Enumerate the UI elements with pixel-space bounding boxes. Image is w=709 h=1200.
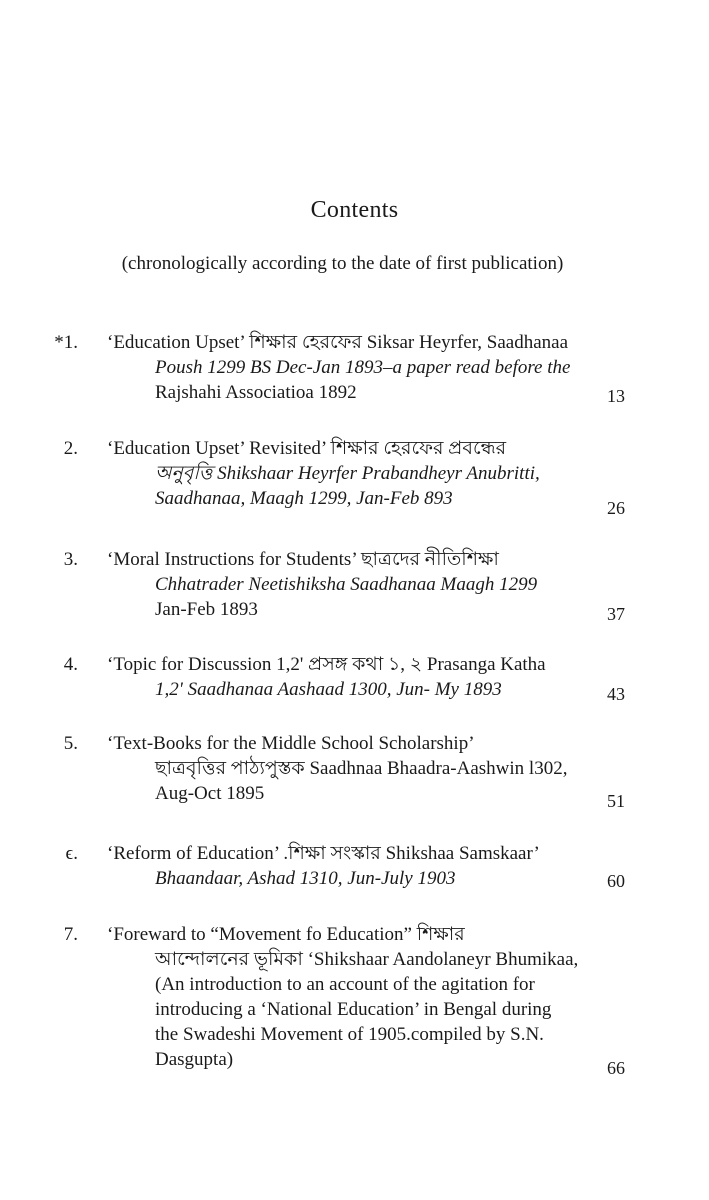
entry-text <box>107 547 572 622</box>
entry-page-number: 43 <box>607 684 625 704</box>
entry-line: Bhaandaar, Ashad 1310, Jun-July 1903 <box>155 868 456 889</box>
entry-line: ‘Topic for Discussion 1,2' প্রসঙ্গ কথা ১, ২ Prasanga Katha <box>107 654 546 675</box>
entry-number: 4. <box>63 654 78 675</box>
entry-line: (An introduction to an account of the agitation for <box>155 974 535 995</box>
page-subtitle: (chronologically according to the date of first publication) <box>121 253 564 274</box>
entry-line: ‘Education Upset’ শিক্ষার হেরফের Siksar Heyrfer, Saadhanaa <box>107 332 569 353</box>
entry-page-number: 13 <box>607 386 625 406</box>
entry-page-number: 51 <box>607 791 625 811</box>
entry-line: ‘Text-Books for the Middle School Scholarship’ <box>107 733 475 754</box>
entry-page-number: 26 <box>607 498 625 518</box>
entry-line: Aug-Oct 1895 <box>155 783 265 804</box>
entry-number: 2. <box>63 438 78 459</box>
entry-line: ছাত্রবৃত্তির পাঠ্যপুস্তক Saadhnaa Bhaadra-Aashwin l302, <box>155 758 568 779</box>
entry-line: আন্দোলনের ভূমিকা ‘Shikshaar Aandolaneyr Bhumikaa, <box>155 949 579 970</box>
entry-number: 7. <box>63 924 78 945</box>
entry-number: ϵ. <box>65 843 78 864</box>
entry-number: 5. <box>63 733 78 754</box>
entry-line: ‘Foreward to “Movement fo Education” শিক্ষার <box>107 924 465 945</box>
entry-line: ‘Reform of Education’ .শিক্ষা সংস্কার Shikshaa Samskaar’ <box>107 843 540 864</box>
entry-line: Rajshahi Associatioa 1892 <box>155 382 357 403</box>
entry-line: Poush 1299 BS Dec-Jan 1893–a paper read before the <box>155 357 571 378</box>
page-title: Contents <box>310 197 399 223</box>
entry-page-number: 60 <box>607 871 625 891</box>
entry-text <box>107 922 579 1072</box>
entry-line: Saadhanaa, Maagh 1299, Jan-Feb 893 <box>155 488 453 509</box>
entry-line: Jan-Feb 1893 <box>155 599 258 620</box>
entry-line: ‘Education Upset’ Revisited’ শিক্ষার হেরফের প্রবন্ধের <box>107 438 507 459</box>
entry-text <box>107 841 572 891</box>
entry-number: *1. <box>54 332 78 353</box>
entry-line: introducing a ‘National Education’ in Bengal during <box>155 999 552 1020</box>
entry-page-number: 66 <box>607 1058 625 1078</box>
entry-page-number: 37 <box>607 604 625 624</box>
entry-line: the Swadeshi Movement of 1905.compiled by S.N. <box>155 1024 544 1045</box>
entry-text <box>107 652 572 702</box>
entry-text <box>107 731 572 806</box>
entry-text <box>107 330 572 405</box>
entry-line: Chhatrader Neetishiksha Saadhanaa Maagh 1299 <box>155 574 538 595</box>
entry-number: 3. <box>63 549 78 570</box>
entry-line: অনুবৃত্তি Shikshaar Heyrfer Prabandheyr Anubritti, <box>155 463 540 484</box>
entry-line: Dasgupta) <box>155 1049 234 1070</box>
entry-line: ‘Moral Instructions for Students’ ছাত্রদের নীতিশিক্ষা <box>107 549 499 570</box>
entry-text <box>107 436 572 511</box>
entry-line: 1,2' Saadhanaa Aashaad 1300, Jun- My 1893 <box>155 679 502 700</box>
